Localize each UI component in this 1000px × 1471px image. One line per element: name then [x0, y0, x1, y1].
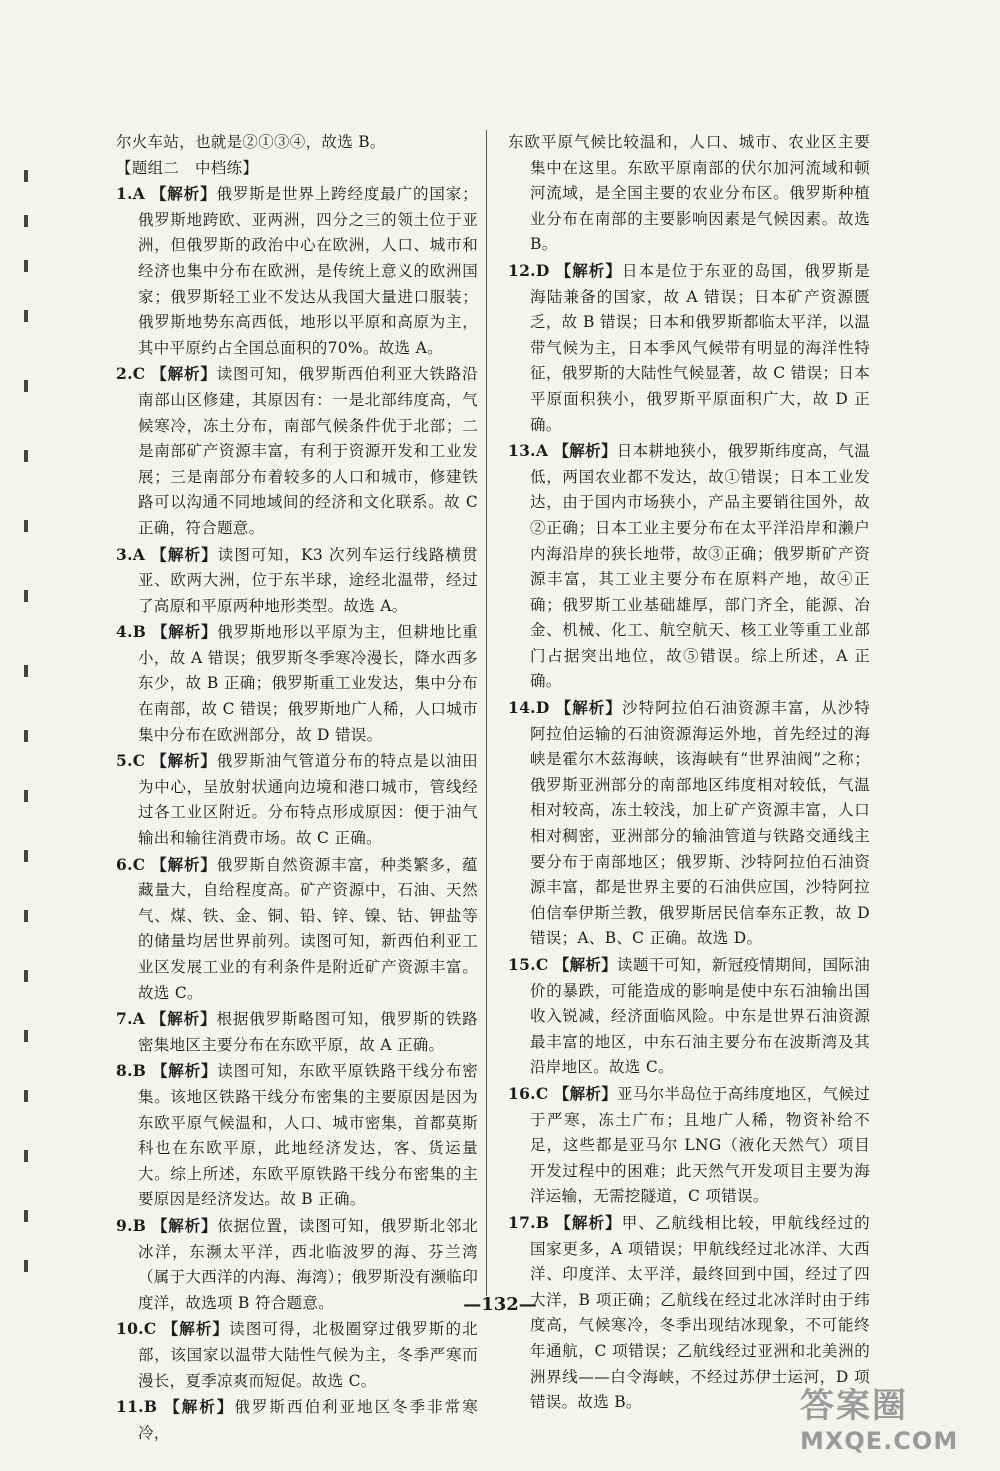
- analysis-text: 俄罗斯自然资源丰富，种类繁多，蕴藏量大，自给程度高。矿产资源中，石油、天然气、煤、铁、金、铜、铅、锌、镍、钴、钾盐等的储量均居世界前列。读图可知，新西伯利亚工业区发展工业的有利条件是附近矿产资源丰富。故选 C。: [138, 855, 478, 1002]
- analysis-text: 读题干可知，新冠疫情期间，国际油价的暴跌，可能造成的影响是使中东石油输出国收入锐减，经济面临风险。中东是世界石油资源最丰富的地区，中东石油主要分布在波斯湾及其沿岸地区。故选 C。: [530, 956, 870, 1077]
- answer-number: 8.B: [116, 1061, 147, 1081]
- answer-number: 13.A: [508, 441, 549, 461]
- answer-number: 2.C: [116, 364, 146, 384]
- analysis-text: 读图可得，北极圈穿过俄罗斯的北部，该国家以温带大陆性气候为主，冬季严寒而漫长，夏季凉爽而短促。故选 C。: [138, 1320, 478, 1390]
- analysis-tag: 【解析】: [151, 622, 218, 642]
- analysis-text: 根据俄罗斯略图可知，俄罗斯的铁路密集地区主要分布在东欧平原，故 A 正确。: [138, 1010, 478, 1054]
- analysis-text: 亚马尔半岛位于高纬度地区，气候过于严寒，冻土广布；且地广人稀，物资补给不足，这些都是亚马尔 LNG（液化天然气）项目开发过程中的困难；此天然气开发项目主要为海洋运输，无需挖隧道，C 项错误。: [530, 1084, 870, 1206]
- analysis-tag: 【解析】: [555, 1212, 622, 1232]
- watermark-url: MXQE.COM: [800, 1427, 959, 1455]
- left-continuation: [116, 130, 478, 156]
- column-divider: [486, 130, 487, 1296]
- answer-number: 3.A: [116, 544, 146, 564]
- answer-item: [116, 1006, 478, 1058]
- analysis-text: 读图可知，东欧平原铁路干线分布密集。该地区铁路干线分布密集的主要原因是因为东欧平原气候温和，人口、城市密集，首都莫斯科也在东欧平原，此地经济发达，客、货运量大。综上所述，东欧平原铁路干线分布密集的主要原因是经济发达。故 B 正确。: [138, 1062, 479, 1209]
- answer-number: 4.B: [116, 622, 147, 642]
- analysis-text: 读图可知，K3 次列车运行线路横贯亚、欧两大洲，位于东半球，途经北温带，经过了高原和平原两种地形类型。故选 A。: [138, 545, 478, 615]
- analysis-tag: 【解析】: [164, 1397, 235, 1417]
- group-heading-text: 【题组二 中档练】: [116, 158, 259, 177]
- answer-number: 17.B: [508, 1212, 550, 1232]
- answer-item: [508, 952, 870, 1081]
- page-number: —132—: [463, 1294, 537, 1315]
- answer-item: [116, 361, 478, 541]
- analysis-tag: 【解析】: [162, 1319, 230, 1339]
- analysis-text: 俄罗斯西伯利亚地区冬季非常寒冷，: [138, 1398, 479, 1442]
- analysis-text: 甲、乙航线相比较，甲航线经过的国家更多，A 项错误；甲航线经过北冰洋、大西洋、印度洋、太平洋，最终回到中国，经过了四大洋，B 项正确；乙航线在经过北冰洋时由于纬度高，气候寒冷，冬季出现结冰现象，不可能终年通航，C 项错误；乙航线经过亚洲和北美洲的洲界线——白令海峡，不经过苏伊士运河，D 项错误。故选 B。: [530, 1213, 870, 1412]
- group-heading: [116, 156, 478, 182]
- answer-number: 1.A: [116, 184, 146, 204]
- answer-item: [508, 1081, 870, 1210]
- analysis-text: 俄罗斯油气管道分布的特点是以油田为中心，呈放射状通向边境和港口城市，管线经过各工业区附近。分布特点形成原因：便于油气输出和输往消费市场。故 C 正确。: [138, 752, 478, 848]
- analysis-tag: 【解析】: [553, 955, 618, 974]
- answer-item: [116, 748, 478, 851]
- answer-number: 15.C: [508, 955, 549, 974]
- right-column: [508, 130, 870, 1416]
- right-continuation: [508, 130, 870, 258]
- watermark-title: 答案圈: [800, 1386, 908, 1426]
- analysis-tag: 【解析】: [151, 1215, 218, 1235]
- answer-item: [116, 1058, 478, 1213]
- analysis-tag: 【解析】: [151, 854, 217, 874]
- analysis-text: 依据位置，读图可知，俄罗斯北邻北冰洋，东濒太平洋，西北临波罗的海、芬兰湾（属于大西洋的内海、海湾）；俄罗斯没有濒临印度洋，故选项 B 符合题意。: [138, 1216, 479, 1312]
- answer-item: [116, 181, 478, 361]
- analysis-text: 俄罗斯是世界上跨经度最广的国家；俄罗斯地跨欧、亚两洲，四分之三的领土位于亚洲，但俄罗斯的政治中心在欧洲，人口、城市和经济也集中分布在欧洲，是传统上意义的欧洲国家；俄罗斯轻工业不发达从我国大量进口服装；俄罗斯地势东高西低，地形以平原和高原为主，其中平原约占全国总面积的70%。故选 A。: [138, 185, 478, 357]
- answer-item: [116, 619, 478, 748]
- answer-item: [116, 1316, 478, 1394]
- analysis-tag: 【解析】: [151, 1061, 218, 1081]
- answer-number: 9.B: [116, 1215, 147, 1235]
- continuation-text: 尔火车站，也就是②①③④，故选 B。: [116, 133, 386, 151]
- answer-number: 11.B: [116, 1397, 158, 1417]
- watermark-logo: [800, 1378, 990, 1468]
- answer-item: [508, 695, 870, 952]
- analysis-text: 日本是位于东亚的岛国，俄罗斯是海陆兼备的国家，故 A 错误；日本矿产资源匮乏，故 B 错误；日本和俄罗斯都临太平洋，以温带气候为主，日本季风气候带有明显的海洋性特征，俄罗斯的大陆性气候显著，故 C 错误；日本平原面积狭小，俄罗斯平原面积广大，故 D 正确。: [530, 261, 870, 434]
- analysis-text: 读图可知，俄罗斯西伯利亚大铁路沿南部山区修建，其原因有：一是北部纬度高，气候寒冷，冻土分布，南部气候条件优于北部；二是南部矿产资源丰富，有利于资源开发和工业发展；三是南部分布着较多的人口和城市，修建铁路可以沟通不同地域间的经济和文化联系。故 C 正确，符合题意。: [138, 365, 478, 537]
- analysis-text: 俄罗斯地形以平原为主，但耕地比重小，故 A 错误；俄罗斯冬季寒冷漫长，降水西多东少，故 B 正确；俄罗斯重工业发达，集中分布在南部，故 C 错误；俄罗斯地广人稀，人口城市集中分布在欧洲部分，故 D 错误。: [138, 623, 479, 744]
- right-answer-list: [508, 258, 870, 1416]
- answer-item: [508, 438, 870, 695]
- answer-number: 7.A: [116, 1009, 146, 1029]
- binding-margin-marks: [0, 150, 60, 1300]
- analysis-tag: 【解析】: [150, 1009, 217, 1029]
- answer-number: 16.C: [508, 1083, 549, 1103]
- answer-item: [508, 258, 870, 438]
- answer-number: 12.D: [508, 260, 550, 280]
- left-answer-list: [116, 181, 478, 1446]
- analysis-tag: 【解析】: [150, 184, 217, 204]
- analysis-tag: 【解析】: [553, 441, 617, 461]
- analysis-tag: 【解析】: [553, 1083, 618, 1103]
- answer-number: 10.C: [116, 1319, 157, 1339]
- answer-item: [116, 852, 478, 1007]
- answer-item: [116, 1394, 478, 1446]
- analysis-tag: 【解析】: [555, 698, 622, 718]
- analysis-tag: 【解析】: [151, 544, 218, 564]
- analysis-tag: 【解析】: [555, 260, 622, 280]
- analysis-text: 日本耕地狭小，俄罗斯纬度高，气温低，两国农业都不发达，故①错误；日本工业发达，由于国内市场狭小，产品主要销往国外，故②正确；日本工业主要分布在太平洋沿岸和濑户内海沿岸的狭长地带，故③正确；俄罗斯矿产资源丰富，其工业主要分布在原料产地，故④正确；俄罗斯工业基础雄厚，部门齐全，能源、冶金、机械、化工、航空航天、核工业等重工业部门占据突出地位，故⑤错误。综上所述，A 正确。: [530, 442, 870, 691]
- answer-number: 6.C: [116, 854, 146, 874]
- continuation-text: 东欧平原气候比较温和，人口、城市、农业区主要集中在这里。东欧平原南部的伏尔加河流域和顿河流域，是全国主要的农业分布区。俄罗斯种植业分布在南部的主要影响因素是气候因素。故选 B。: [508, 133, 870, 254]
- answer-number: 14.D: [508, 698, 550, 718]
- analysis-tag: 【解析】: [151, 364, 217, 384]
- analysis-text: 沙特阿拉伯石油资源丰富，从沙特阿拉伯运输的石油资源海运外地，首先经过的海峡是霍尔木兹海峡，该海峡有“世界油阀”之称；俄罗斯亚洲部分的南部地区纬度相对较低，气温相对较高，冻土较浅，加上矿产资源丰富，人口相对稠密，亚洲部分的输油管道与铁路交通线主要分布于南部地区；俄罗斯、沙特阿拉伯石油资源丰富，都是世界主要的石油供应国，沙特阿拉伯信奉伊斯兰教，俄罗斯居民信奉东正教，故 D 错误；A、B、C 正确。故选 D。: [530, 699, 870, 948]
- answer-item: [116, 542, 478, 620]
- answer-number: 5.C: [116, 751, 146, 771]
- left-column: [116, 130, 478, 1446]
- analysis-tag: 【解析】: [151, 751, 217, 771]
